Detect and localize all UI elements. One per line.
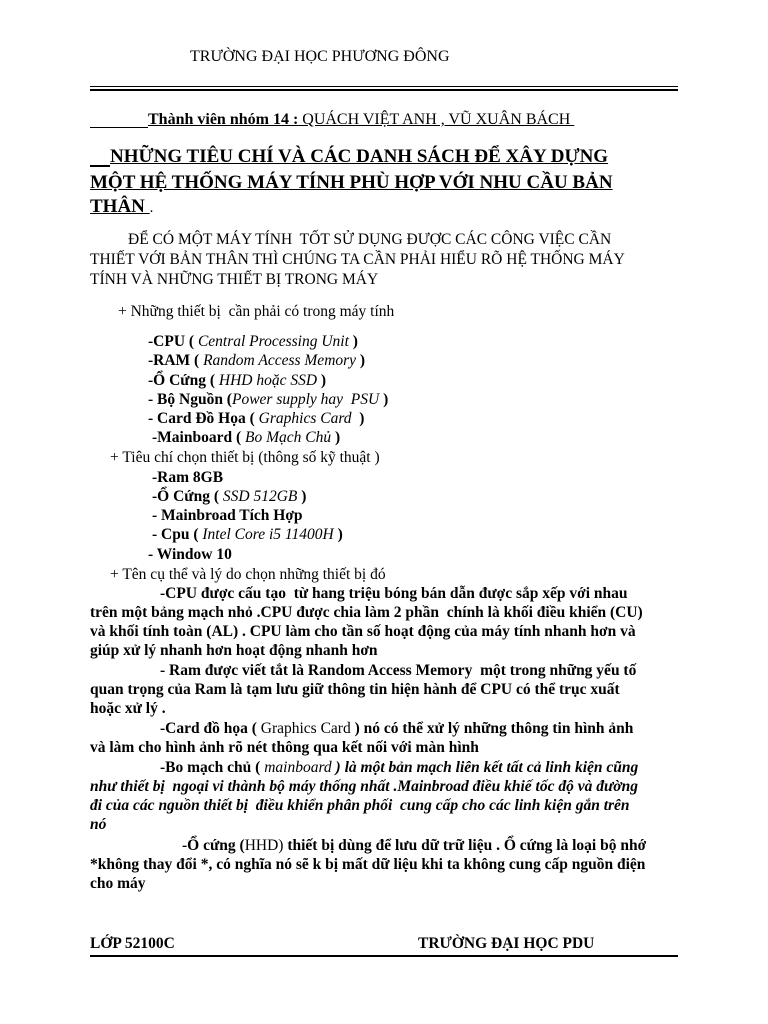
specs-heading: + Tiêu chí chọn thiết bị (thông số kỹ thuật ) <box>110 449 380 466</box>
mainboard-paragraph-line: đi của các nguồn thiết bị điều khiển phân phối cung cấp cho các linh kiện gắn trên <box>90 797 630 814</box>
card-paragraph-line <box>160 719 633 739</box>
title-line-3-text: THÂN <box>90 196 150 217</box>
header-rule-top <box>90 86 678 87</box>
item-detail: HHD hoặc SSD <box>218 372 318 389</box>
header-rule-bottom <box>90 89 678 91</box>
item-label: -Mainboard ( <box>152 429 245 446</box>
card-paragraph-line: và làm cho hình ảnh rõ nét thông qua kết nối với màn hình <box>90 739 479 756</box>
reasons-heading: + Tên cụ thể và lý do chọn những thiết bị đó <box>110 566 386 583</box>
mainboard-paragraph-line: như thiết bị ngoại vi thành bộ máy thống nhất .Mainbroad điều khiế tốc độ và đường <box>90 778 638 795</box>
item-suffix: ) <box>331 429 341 446</box>
cpu-paragraph-line: và khối tính toàn (AL) . CPU làm cho tần số hoạt động của máy tính nhanh hơn và <box>90 623 636 640</box>
list-item <box>148 390 388 410</box>
header-school: TRƯỜNG ĐẠI HỌC PHƯƠNG ĐÔNG <box>190 48 450 65</box>
item-suffix: ) <box>297 488 307 505</box>
ram-paragraph-line: - Ram được viết tắt là Random Access Memory một trong những yếu tố <box>160 662 637 679</box>
intro-line-2: THIẾT VỚI BẢN THÂN THÌ CHÚNG TA CẦN PHẢI HIỂU RÕ HỆ THỐNG MÁY <box>90 251 625 268</box>
mainboard-text-rest: ) là một bản mạch liên kết tất cả linh kiện cũng <box>331 759 639 776</box>
members-line <box>148 110 574 130</box>
title-underline-lead <box>90 165 110 167</box>
item-detail: Random Access Memory <box>203 352 357 369</box>
members-underline-lead <box>90 127 148 128</box>
title-trailing: . <box>149 200 154 216</box>
list-item <box>148 351 365 371</box>
required-heading: + Những thiết bị cần phải có trong máy tính <box>118 303 395 320</box>
item-detail: Graphics Card <box>258 410 356 427</box>
item-detail: SSD 512GB <box>222 488 298 505</box>
cpu-paragraph-line: trên một bảng mạch nhỏ .CPU được chia làm 2 phần chính là khối điều khiển (CU) <box>90 604 643 621</box>
title-line-3 <box>90 195 153 219</box>
item-detail: Power supply hay PSU <box>231 391 380 408</box>
item-label: - Cpu ( <box>152 526 203 543</box>
footer-school: TRƯỜNG ĐẠI HỌC PDU <box>418 935 595 952</box>
members-label: Thành viên nhóm 14 : <box>148 111 299 128</box>
item-label: -RAM ( <box>148 352 204 369</box>
item-suffix: ) <box>348 333 358 350</box>
cpu-paragraph-line: giúp xử lý nhanh hơn hoạt động nhanh hơn <box>90 642 378 659</box>
harddisk-paragraph-line: *không thay đổi *, có nghĩa nó sẽ k bị mất dữ liệu khi ta không cung cấp nguồn điện <box>90 856 646 873</box>
list-item <box>148 332 358 352</box>
harddisk-paragraph-line: cho máy <box>90 875 146 892</box>
mainboard-text-lead: -Bo mạch chủ ( <box>160 759 265 776</box>
item-suffix: ) <box>356 352 366 369</box>
card-term: Graphics Card <box>260 720 351 737</box>
footer-rule <box>90 955 678 957</box>
harddisk-text-lead: -Ổ cứng ( <box>182 837 245 854</box>
item-suffix: ) <box>317 372 327 389</box>
list-item <box>152 487 306 507</box>
ram-paragraph-line: hoặc xử lý . <box>90 700 166 717</box>
title-line-1: NHỮNG TIÊU CHÍ VÀ CÁC DANH SÁCH ĐỂ XÂY DỰNG <box>110 146 609 167</box>
harddisk-term: HHD) <box>244 837 284 854</box>
cpu-paragraph-line: -CPU được cấu tạo từ hang triệu bóng bán dẫn được sắp xếp với nhau <box>160 585 628 602</box>
item-detail: Central Processing Unit <box>197 333 349 350</box>
card-text-lead: -Card đồ họa ( <box>160 720 261 737</box>
list-item: - Window 10 <box>148 546 232 563</box>
item-detail: Intel Core i5 11400H <box>202 526 334 543</box>
mainboard-paragraph-line <box>160 758 638 778</box>
item-suffix: ) <box>333 526 343 543</box>
harddisk-paragraph-line <box>182 836 646 856</box>
mainboard-paragraph-line: nó <box>90 816 107 833</box>
item-label: -Ổ Cứng ( <box>148 372 219 389</box>
item-label: - Card Đồ Họa ( <box>148 410 259 427</box>
list-item <box>152 428 340 448</box>
item-label: - Bộ Nguồn ( <box>148 391 232 408</box>
mainboard-term: mainboard <box>264 759 332 776</box>
card-text-rest: ) nó có thể xử lý những thông tin hình ảnh <box>350 720 634 737</box>
list-item: -Ram 8GB <box>152 469 224 486</box>
list-item <box>152 525 343 545</box>
members-names: QUÁCH VIỆT ANH , VŨ XUÂN BÁCH <box>298 111 575 128</box>
list-item <box>148 371 326 391</box>
item-detail: Bo Mạch Chủ <box>245 429 332 446</box>
list-item <box>148 409 364 429</box>
list-item: - Mainbroad Tích Hợp <box>152 507 303 524</box>
item-suffix: ) <box>379 391 389 408</box>
item-label: -CPU ( <box>148 333 198 350</box>
item-label: -Ổ Cứng ( <box>152 488 223 505</box>
item-suffix: ) <box>355 410 365 427</box>
ram-paragraph-line: quan trọng của Ram là tạm lưu giữ thông tin hiện hành để CPU có thể trục xuất <box>90 681 620 698</box>
harddisk-text-rest: thiết bị dùng để lưu dữ trữ liệu . Ổ cứng là loại bộ nhớ <box>283 837 647 854</box>
intro-line-1: ĐỂ CÓ MỘT MÁY TÍNH TỐT SỬ DỤNG ĐƯỢC CÁC CÔNG VIỆC CẦN <box>128 231 612 248</box>
footer-class: LỚP 52100C <box>90 935 175 952</box>
intro-line-3: TÍNH VÀ NHỮNG THIẾT BỊ TRONG MÁY <box>90 271 379 288</box>
title-line-2: MỘT HỆ THỐNG MÁY TÍNH PHÙ HỢP VỚI NHU CẦU BẢN <box>90 172 613 193</box>
